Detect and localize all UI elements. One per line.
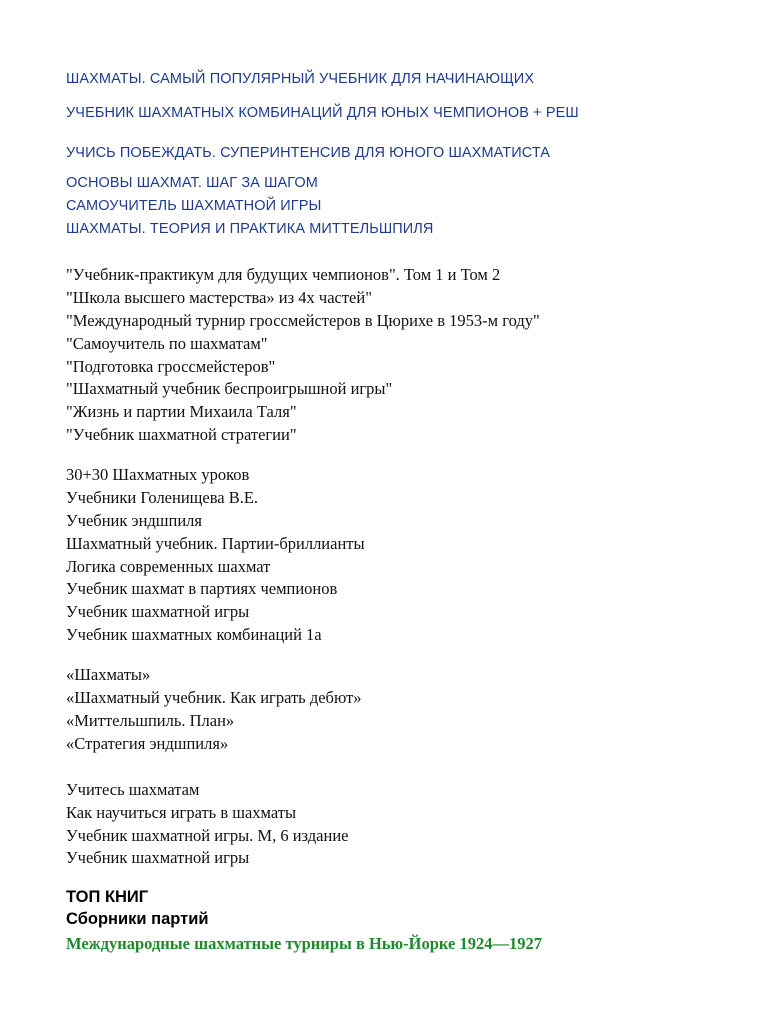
book-link-3[interactable]: УЧИСЬ ПОБЕЖДАТЬ. СУПЕРИНТЕНСИВ ДЛЯ ЮНОГО ШАХМАТИСТА <box>66 145 551 161</box>
list-item: Шахматный учебник. Партии-бриллианты <box>66 534 365 553</box>
book-link-1[interactable]: ШАХМАТЫ. САМЫЙ ПОПУЛЯРНЫЙ УЧЕБНИК ДЛЯ НАЧИНАЮЩИХ <box>66 71 535 87</box>
collections-subheading: Сборники партий <box>66 910 209 928</box>
list-item: Учебник эндшпиля <box>66 511 202 530</box>
list-item: "Самоучитель по шахматам" <box>66 334 268 353</box>
list-item: Как научиться играть в шахматы <box>66 803 297 822</box>
book-link-6[interactable]: ШАХМАТЫ. ТЕОРИЯ И ПРАКТИКА МИТТЕЛЬШПИЛЯ <box>66 221 434 237</box>
book-link-2[interactable]: УЧЕБНИК ШАХМАТНЫХ КОМБИНАЦИЙ ДЛЯ ЮНЫХ ЧЕМПИОНОВ + РЕШ <box>66 105 579 121</box>
list-item: Учебник шахматной игры <box>66 602 250 621</box>
list-item: «Стратегия эндшпиля» <box>66 734 229 753</box>
list-item: Учебник шахматных комбинаций 1а <box>66 625 322 644</box>
tournament-book-link[interactable]: Международные шахматные турниры в Нью-Йорке 1924—1927 <box>66 934 542 953</box>
book-link-4[interactable]: ОСНОВЫ ШАХМАТ. ШАГ ЗА ШАГОМ <box>66 175 318 191</box>
list-item: "Международный турнир гроссмейстеров в Цюрихе в 1953-м году" <box>66 311 540 330</box>
list-item: "Подготовка гроссмейстеров" <box>66 357 276 376</box>
list-item: Учебник шахматной игры. М, 6 издание <box>66 826 349 845</box>
book-link-5[interactable]: САМОУЧИТЕЛЬ ШАХМАТНОЙ ИГРЫ <box>66 198 322 214</box>
list-item: «Шахматы» <box>66 665 151 684</box>
list-item: 30+30 Шахматных уроков <box>66 465 250 484</box>
list-item: "Школа высшего мастерства» из 4х частей" <box>66 288 372 307</box>
list-item: Учебники Голенищева В.Е. <box>66 488 259 507</box>
list-item: Логика современных шахмат <box>66 557 271 576</box>
top-books-heading: ТОП КНИГ <box>66 888 149 906</box>
list-item: "Шахматный учебник беспроигрышной игры" <box>66 379 393 398</box>
list-item: "Учебник-практикум для будущих чемпионов". Том 1 и Том 2 <box>66 265 501 284</box>
list-item: Учитесь шахматам <box>66 780 200 799</box>
list-item: Учебник шахмат в партиях чемпионов <box>66 579 338 598</box>
list-item: «Миттельшпиль. План» <box>66 711 235 730</box>
list-item: Учебник шахматной игры <box>66 848 250 867</box>
list-item: «Шахматный учебник. Как играть дебют» <box>66 688 362 707</box>
list-item: "Жизнь и партии Михаила Таля" <box>66 402 297 421</box>
list-item: "Учебник шахматной стратегии" <box>66 425 297 444</box>
